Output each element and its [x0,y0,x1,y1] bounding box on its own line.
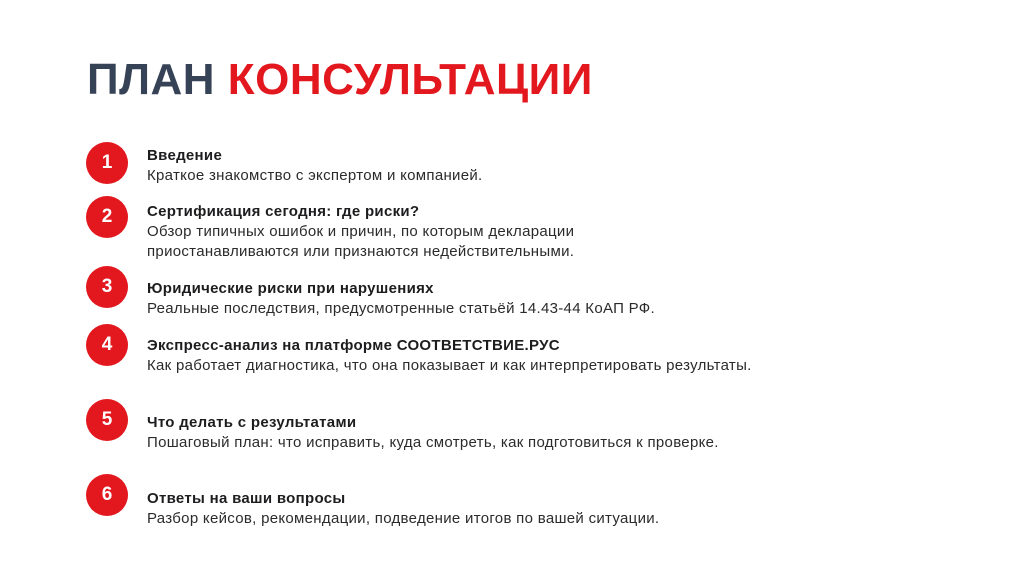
agenda-item-heading: Ответы на ваши вопросы [147,490,346,507]
agenda-item-description: Краткое знакомство с экспертом и компанией. [147,167,483,184]
agenda-item-heading: Введение [147,147,223,164]
step-number-badge: 4 [86,324,128,366]
step-number-badge: 1 [86,142,128,184]
title-part-dark: ПЛАН [87,55,216,104]
agenda-item-description: Разбор кейсов, рекомендации, подведение итогов по вашей ситуации. [147,510,660,527]
step-number-badge: 3 [86,266,128,308]
agenda-item-heading: Что делать с результатами [147,414,357,431]
step-number-badge: 6 [86,474,128,516]
title-part-red: КОНСУЛЬТАЦИИ [227,55,593,104]
agenda-item-description: Реальные последствия, предусмотренные статьёй 14.43-44 КоАП РФ. [147,300,655,317]
agenda-item-description: Пошаговый план: что исправить, куда смотреть, как подготовиться к проверке. [147,434,719,451]
agenda-item-heading: Экспресс-анализ на платформе СООТВЕТСТВИЕ.РУС [147,337,560,354]
step-number-badge: 5 [86,399,128,441]
agenda-item-heading: Сертификация сегодня: где риски? [147,203,420,220]
step-number-badge: 2 [86,196,128,238]
agenda-item-description: Обзор типичных ошибок и причин, по которым декларации приостанавливаются или признаются недействительными. [147,223,575,260]
agenda-item-description: Как работает диагностика, что она показывает и как интерпретировать результаты. [147,357,752,374]
page-title [87,55,593,104]
agenda-item-heading: Юридические риски при нарушениях [147,280,434,297]
